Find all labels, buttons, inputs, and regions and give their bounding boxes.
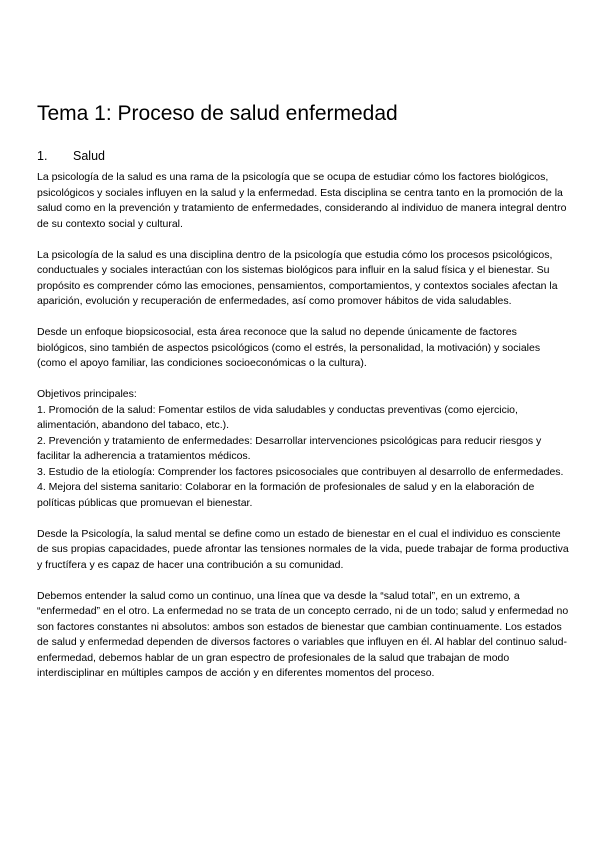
objectives-list bbox=[37, 387, 569, 511]
section-heading bbox=[37, 148, 105, 164]
objective-item-3: 3. Estudio de la etiología: Comprender los factores psicosociales que contribuyen al desarrollo de enfermedades. bbox=[37, 465, 564, 478]
paragraph-mental-health: Desde la Psicología, la salud mental se define como un estado de bienestar en el cual el individuo es consciente de sus propias capacidades, puede afrontar las tensiones normales de la vida, puede trabajar de forma productiva y fructífera y es capaz de hacer una contribución a su comunidad. bbox=[37, 527, 569, 571]
paragraph-health-continuum: Debemos entender la salud como un continuo, una línea que va desde la “salud total”, en un extremo, a “enfermedad” en el otro. La enfermedad no se trata de un concepto cerrado, ni de un todo; salud y enfermedad no son factores constantes ni absolutos: ambos son estados de bienestar que cambian continuamente. Los estados de salud y enfermedad dependen de diversos factores o variables que influyen en él. Al hablar del continuo salud-enfermedad, debemos hablar de un gran espectro de profesionales de la salud que trabajan de modo interdisciplinar en múltiples campos de acción y en diferentes momentos del proceso. bbox=[37, 589, 569, 679]
document-body bbox=[37, 170, 569, 682]
objective-item-4: 4. Mejora del sistema sanitario: Colaborar en la formación de profesionales de salud y en la elaboración de políticas públicas que promuevan el bienestar. bbox=[37, 481, 535, 509]
section-number: 1. bbox=[37, 149, 48, 163]
paragraph-1: La psicología de la salud es una rama de la psicología que se ocupa de estudiar cómo los factores biológicos, psicológicos y sociales influyen en la salud y la enfermedad. Esta disciplina se centra tanto en la promoción de la salud como en la prevención y tratamiento de enfermedades, considerando al individuo de manera integral dentro de su contexto social y cultural. bbox=[37, 171, 567, 230]
document-title: Tema 1: Proceso de salud enfermedad bbox=[37, 102, 398, 125]
objective-item-2: 2. Prevención y tratamiento de enfermedades: Desarrollar intervenciones psicológicas para reducir riesgos y facilitar la adherencia a tratamientos médicos. bbox=[37, 434, 542, 462]
objectives-heading: Objetivos principales: bbox=[37, 388, 137, 400]
objective-item-1: 1. Promoción de la salud: Fomentar estilos de vida saludables y conductas preventivas (como ejercicio, alimentación, abandono del tabaco, etc.). bbox=[37, 403, 518, 431]
paragraph-3: Desde un enfoque biopsicosocial, esta área reconoce que la salud no depende únicamente de factores biológicos, sino también de aspectos psicológicos (como el estrés, la personalidad, la motivación) y sociales (como el apoyo familiar, las condiciones socioeconómicas o la cultura). bbox=[37, 326, 541, 369]
paragraph-2: La psicología de la salud es una disciplina dentro de la psicología que estudia cómo los procesos psicológicos, conductuales y sociales interactúan con los sistemas biológicos para influir en la salud física y el bienestar. Su propósito es comprender cómo las emociones, pensamientos, comportamientos, y contextos sociales afectan la aparición, evolución y recuperación de enfermedades, así como promover hábitos de vida saludables. bbox=[37, 248, 558, 307]
section-title: Salud bbox=[73, 149, 105, 163]
